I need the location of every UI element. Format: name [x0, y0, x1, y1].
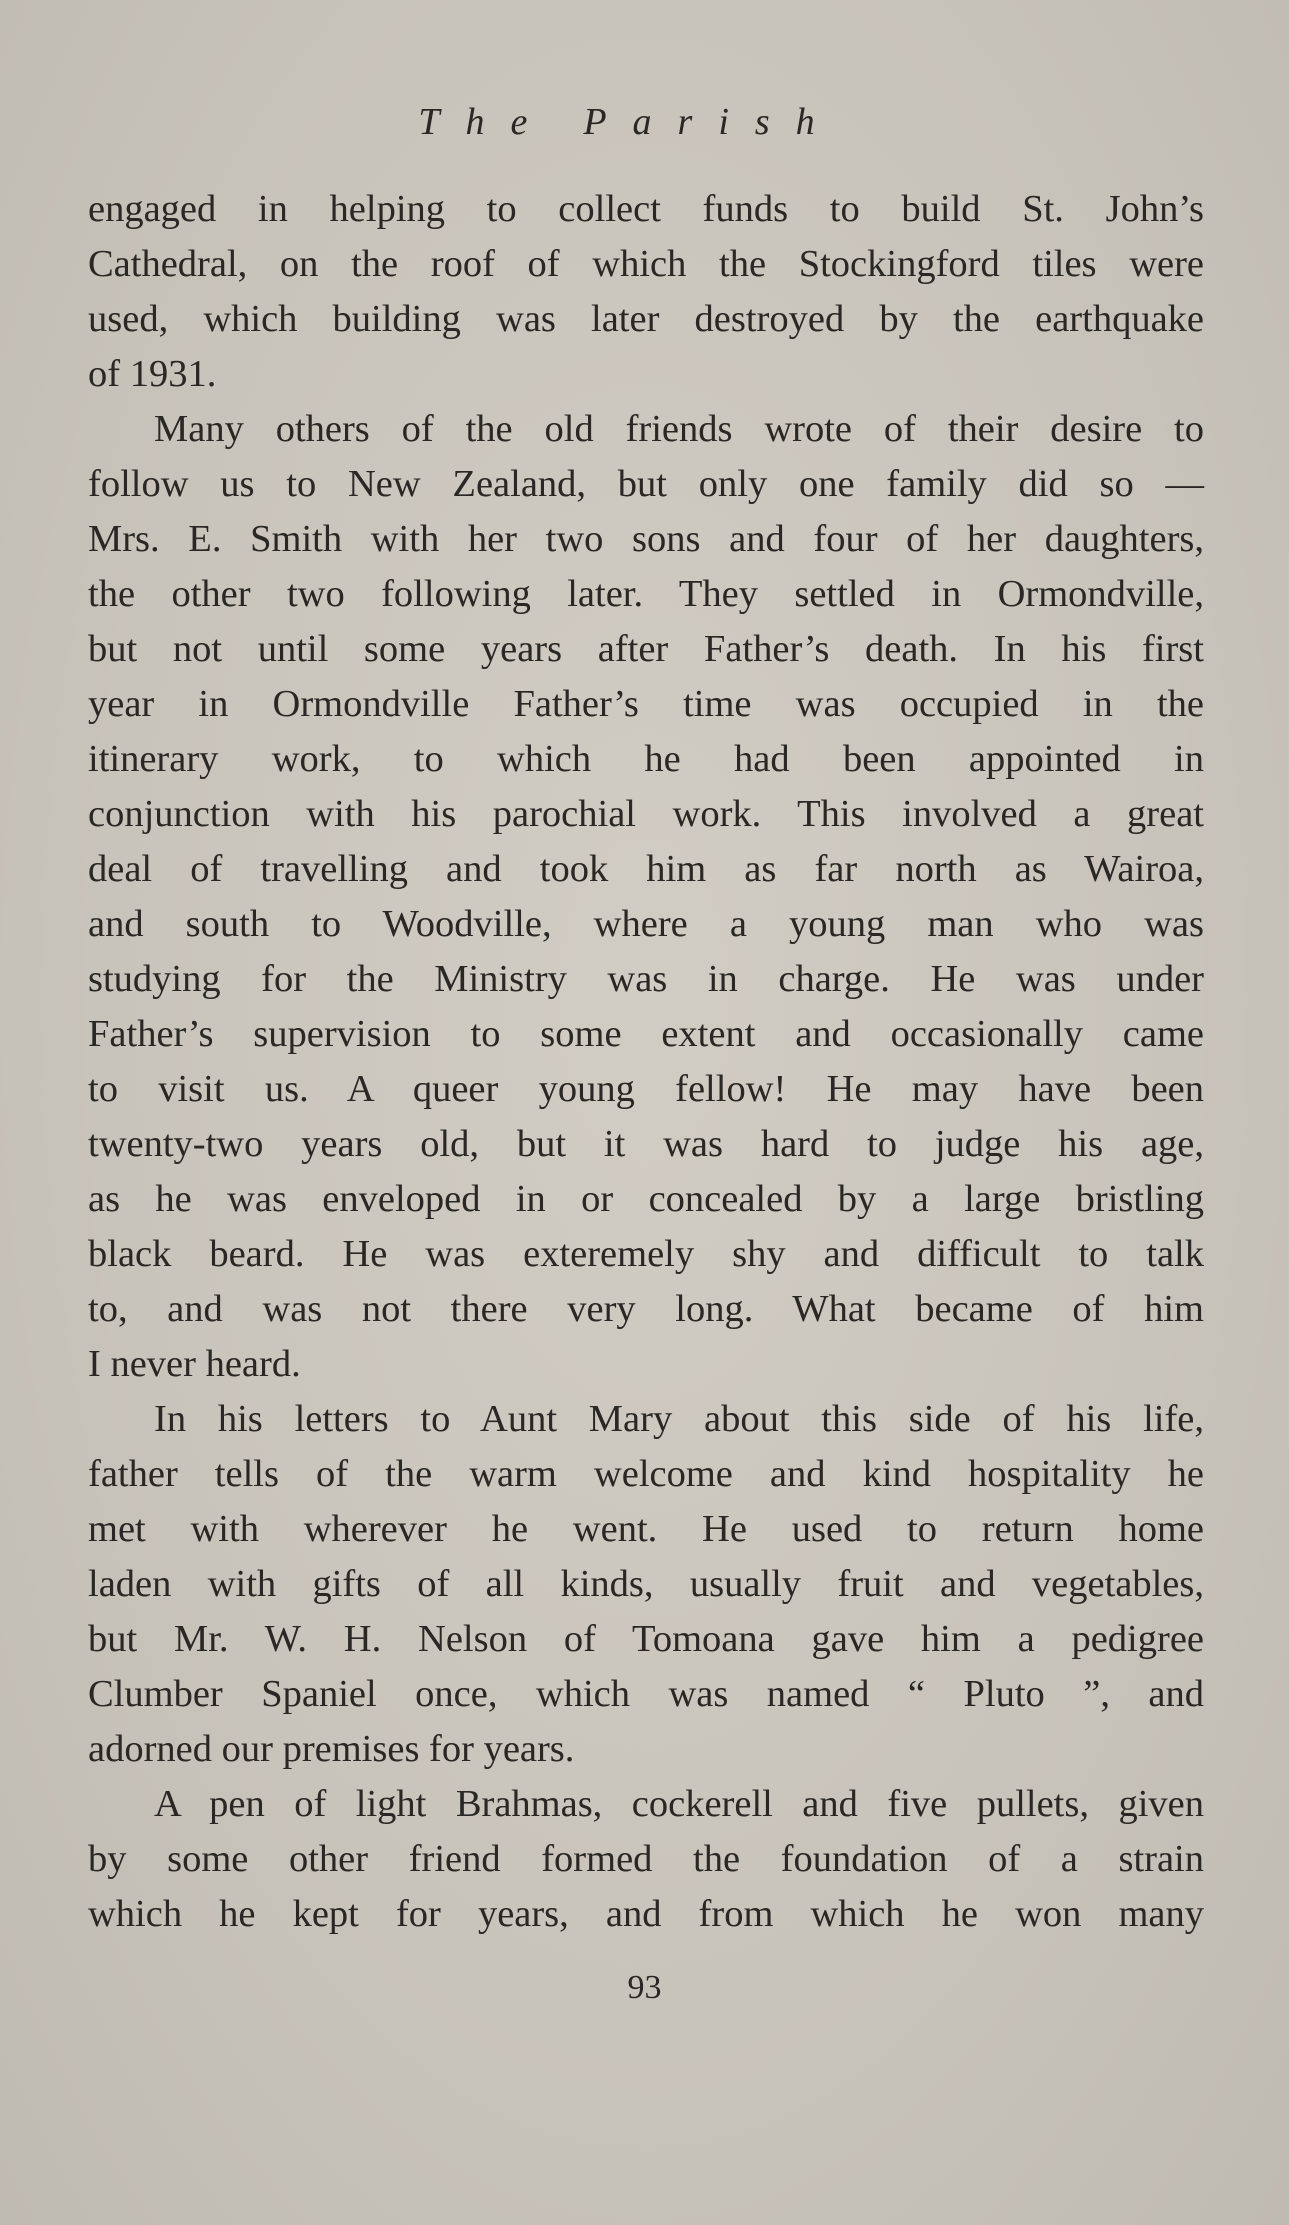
text-line: by some other friend formed the foundation of a strain: [88, 1838, 1204, 1880]
text-line: A pen of light Brahmas, cockerell and five pullets, given: [154, 1783, 1204, 1825]
running-head-word: The: [418, 101, 554, 143]
text-line: but not until some years after Father’s death. In his first: [88, 628, 1204, 670]
text-line: adorned our premises for years.: [88, 1728, 575, 1770]
text-line: I never heard.: [88, 1343, 301, 1385]
text-line: follow us to New Zealand, but only one family did so —: [88, 463, 1204, 505]
text-line: conjunction with his parochial work. This involved a great: [88, 793, 1204, 835]
running-head: [0, 96, 1289, 148]
text-line: twenty-two years old, but it was hard to judge his age,: [88, 1123, 1204, 1165]
text-line: met with wherever he went. He used to return home: [88, 1508, 1204, 1550]
body-text: [88, 182, 1204, 1942]
text-line: to, and was not there very long. What became of him: [88, 1288, 1204, 1330]
text-line: Cathedral, on the roof of which the Stockingford tiles were: [88, 243, 1204, 285]
text-line: Father’s supervision to some extent and occasionally came: [88, 1013, 1204, 1055]
text-line: used, which building was later destroyed by the earthquake: [88, 298, 1204, 340]
text-line: Many others of the old friends wrote of their desire to: [154, 408, 1204, 450]
text-line: engaged in helping to collect funds to build St. John’s: [88, 188, 1204, 230]
text-line: and south to Woodville, where a young man who was: [88, 903, 1204, 945]
text-line: black beard. He was exteremely shy and difficult to talk: [88, 1233, 1204, 1275]
text-line: but Mr. W. H. Nelson of Tomoana gave him a pedigree: [88, 1618, 1204, 1660]
text-line: which he kept for years, and from which he won many: [88, 1893, 1204, 1935]
text-line: laden with gifts of all kinds, usually fruit and vegetables,: [88, 1563, 1204, 1605]
text-line: Mrs. E. Smith with her two sons and four of her daughters,: [88, 518, 1204, 560]
text-line: the other two following later. They settled in Ormondville,: [88, 573, 1204, 615]
text-line: deal of travelling and took him as far north as Wairoa,: [88, 848, 1204, 890]
text-line: Clumber Spaniel once, which was named “ Pluto ”, and: [88, 1673, 1204, 1715]
text-line: to visit us. A queer young fellow! He may have been: [88, 1068, 1204, 1110]
text-line: of 1931.: [88, 353, 217, 395]
text-line: studying for the Ministry was in charge. He was under: [88, 958, 1204, 1000]
page-number: 93: [627, 1969, 662, 2006]
text-line: year in Ormondville Father’s time was occupied in the: [88, 683, 1204, 725]
text-line: In his letters to Aunt Mary about this side of his life,: [154, 1398, 1204, 1440]
text-line: father tells of the warm welcome and kind hospitality he: [88, 1453, 1204, 1495]
text-line: as he was enveloped in or concealed by a large bristling: [88, 1178, 1204, 1220]
text-line: itinerary work, to which he had been appointed in: [88, 738, 1204, 780]
running-head-word: Parish: [583, 101, 841, 143]
